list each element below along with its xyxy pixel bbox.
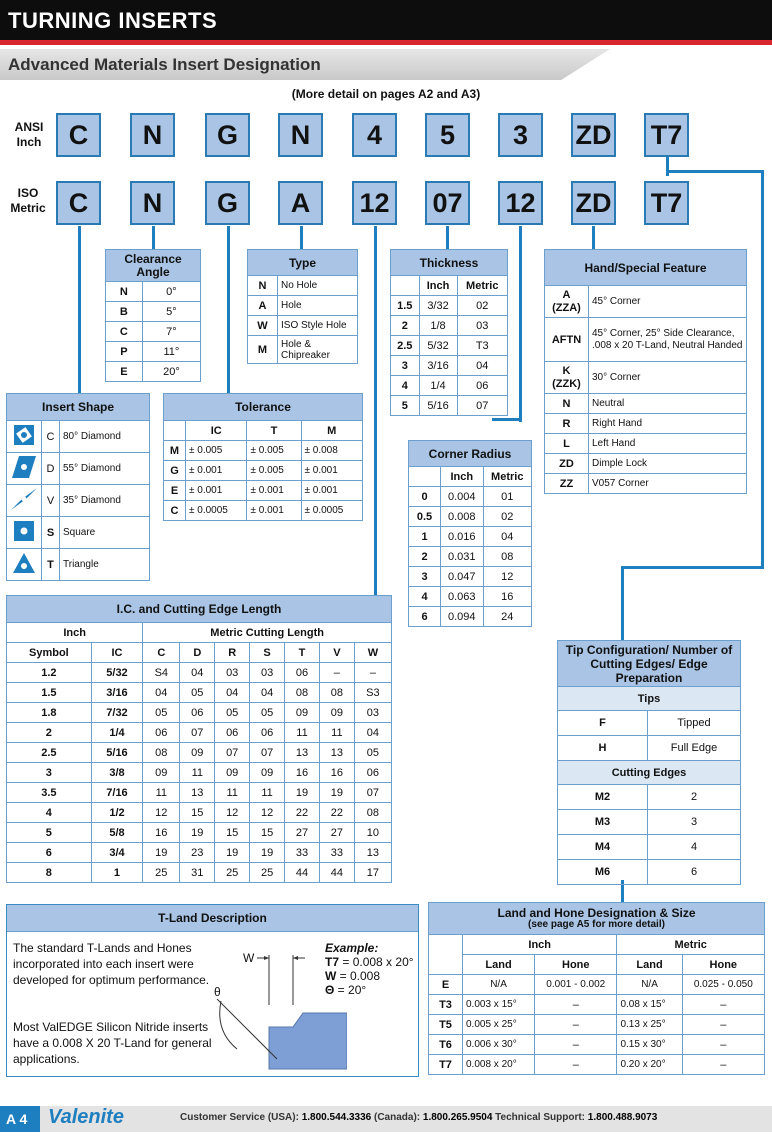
iso-code-3: G: [205, 181, 250, 225]
table-row: 1.5 3/32 02: [391, 296, 508, 316]
diamond-80-icon: [7, 421, 42, 453]
table-row: M6 6: [558, 860, 741, 885]
table-row: E ± 0.001 ± 0.001 ± 0.001: [164, 481, 363, 501]
table-row: V 35° Diamond: [7, 485, 150, 517]
table-row: 2.5 5/16 08 09 07 07 13 13 05: [7, 743, 392, 763]
table-row: M ± 0.005 ± 0.005 ± 0.008: [164, 441, 363, 461]
t-land-example: [325, 941, 414, 997]
example-line: T7 = 0.008 x 20°: [325, 955, 414, 969]
table-row: T3 0.003 x 15° – 0.08 x 15° –: [429, 995, 765, 1015]
table-row: D 55° Diamond: [7, 453, 150, 485]
table-row: K (ZZK) 30° Corner: [545, 362, 747, 394]
table-row: E 20°: [106, 362, 201, 382]
table-title: Land and Hone Designation & Size (see page A5 for more detail): [429, 903, 765, 935]
iso-code-9: T7: [644, 181, 689, 225]
table-row: T7 0.008 x 20° – 0.20 x 20° –: [429, 1055, 765, 1075]
table-row: 1.2 5/32 S4 04 03 03 06 – –: [7, 663, 392, 683]
more-detail-note: (More detail on pages A2 and A3): [291, 87, 481, 101]
t-land-panel: [6, 904, 419, 1077]
ansi-code-5: 4: [352, 113, 397, 157]
table-row: 8 1 25 31 25 25 44 44 17: [7, 863, 392, 883]
t-land-title: T-Land Description: [7, 905, 418, 932]
connector-line: [519, 226, 522, 422]
connector-line: [492, 418, 522, 421]
thickness-table: Thickness Inch Metric 1.5 3/32 02 2 1/8 03 2.5 5/32 T3 3 3/16 04 4 1/4 06 5 5/16 07: [390, 249, 508, 416]
table-row: C 80° Diamond: [7, 421, 150, 453]
table-row: M2 2: [558, 785, 741, 810]
table-row: 4 1/4 06: [391, 376, 508, 396]
example-line: Θ = 20°: [325, 983, 367, 997]
table-row: C 7°: [106, 322, 201, 342]
table-row: 3.5 7/16 11 13 11 11 19 19 07: [7, 783, 392, 803]
table-row: W ISO Style Hole: [248, 316, 358, 336]
table-row: M3 3: [558, 810, 741, 835]
table-row: 5 5/16 07: [391, 396, 508, 416]
t-land-paragraph-2: Most ValEDGE Silicon Nitride inserts have a 0.008 X 20 T-Land for general applications.: [13, 1020, 212, 1066]
connector-line: [152, 226, 155, 250]
iso-code-5: 12: [352, 181, 397, 225]
square-icon: [7, 517, 42, 549]
ansi-code-7: 3: [498, 113, 543, 157]
table-row: N No Hole: [248, 276, 358, 296]
table-row: L Left Hand: [545, 434, 747, 454]
table-row: 5 5/8 16 19 15 15 27 27 10: [7, 823, 392, 843]
ansi-code-8: ZD: [571, 113, 616, 157]
table-row: 6 3/4 19 23 19 19 33 33 13: [7, 843, 392, 863]
iso-code-7: 12: [498, 181, 543, 225]
iso-code-4: A: [278, 181, 323, 225]
ic-cutting-edge-table: I.C. and Cutting Edge Length Inch Metric Cutting Length Symbol IC C D R S T V W 1.2 5/32 S4 04 03 03 06 – – 1.5 3/16 04 05 04 04 08 08 S3 1.8 7/32 05 06 05 05 09 09 03 2 1/4 06 07 06 06 11 11 04 2.5 5/16 08 09 07 07 13 13 05 3 3/8 09 11 09 09 16 16 06 3.5 7/16 11 13 11 11 19 19 07 4 1/2 12 15 12 12 22 22 08 5 5/8 16 19 15 15 27 27 10 6 3/4 19 23 19 19 33 33 13 8 1 25 31 25 25 44 44 17: [6, 595, 392, 883]
ansi-code-6: 5: [425, 113, 470, 157]
ansi-code-2: N: [130, 113, 175, 157]
iso-code-2: N: [130, 181, 175, 225]
table-row: 2 0.031 08: [409, 547, 532, 567]
table-row: 4 0.063 16: [409, 587, 532, 607]
table-row: C ± 0.0005 ± 0.001 ± 0.0005: [164, 501, 363, 521]
diamond-35-icon: [7, 485, 42, 517]
connector-line: [666, 156, 669, 176]
table-title: Tolerance: [164, 394, 363, 421]
connector-line: [592, 226, 595, 250]
table-title: I.C. and Cutting Edge Length: [7, 596, 392, 623]
table-title: Tip Configuration/ Number of Cutting Edges/ Edge Preparation: [558, 641, 741, 687]
table-row: 0 0.004 01: [409, 487, 532, 507]
tolerance-table: Tolerance IC T M M ± 0.005 ± 0.005 ± 0.008 G ± 0.001 ± 0.005 ± 0.001 E ± 0.001 ± 0.001 ± 0.001 C ± 0.0005 ± 0.001 ± 0.0005: [163, 393, 363, 521]
connector-line: [78, 226, 81, 394]
connector-line: [761, 170, 764, 568]
table-row: 2 1/8 03: [391, 316, 508, 336]
table-row: G ± 0.001 ± 0.005 ± 0.001: [164, 461, 363, 481]
ansi-label: ANSI Inch: [14, 120, 44, 149]
w-label: W: [243, 951, 255, 965]
table-row: T5 0.005 x 25° – 0.13 x 25° –: [429, 1015, 765, 1035]
table-row: E N/A 0.001 - 0.002 N/A 0.025 - 0.050: [429, 975, 765, 995]
connector-line: [446, 226, 449, 250]
type-table: [247, 249, 358, 364]
connector-line: [227, 226, 230, 394]
table-row: 3 3/16 04: [391, 356, 508, 376]
table-row: H Full Edge: [558, 736, 741, 761]
page-number: A 4: [6, 1111, 28, 1127]
t-land-paragraph-1: The standard T-Lands and Hones incorporated into each insert were developed for optimum performance.: [13, 941, 210, 987]
triangle-icon: [7, 549, 42, 581]
connector-line: [300, 226, 303, 250]
connector-line: [621, 566, 624, 641]
table-row: 2.5 5/32 T3: [391, 336, 508, 356]
table-row: R Right Hand: [545, 414, 747, 434]
table-row: 6 0.094 24: [409, 607, 532, 627]
table-row: 2 1/4 06 07 06 06 11 11 04: [7, 723, 392, 743]
ansi-code-9: T7: [644, 113, 689, 157]
table-title: Type: [248, 250, 358, 276]
corner-radius-table: Corner Radius Inch Metric 0 0.004 01 0.5 0.008 02 1 0.016 04 2 0.031 08 3 0.047 12 4 0.063 16 6 0.094 24: [408, 440, 532, 627]
iso-code-8: ZD: [571, 181, 616, 225]
table-row: T6 0.006 x 30° – 0.15 x 30° –: [429, 1035, 765, 1055]
table-title: Hand/Special Feature: [545, 250, 747, 286]
valenite-logo: Valenite: [48, 1106, 124, 1128]
table-row: ZD Dimple Lock: [545, 454, 747, 474]
ansi-code-4: N: [278, 113, 323, 157]
table-row: A (ZZA) 45° Corner: [545, 286, 747, 318]
table-row: 4 1/2 12 15 12 12 22 22 08: [7, 803, 392, 823]
table-row: S Square: [7, 517, 150, 549]
table-row: B 5°: [106, 302, 201, 322]
diamond-55-icon: [7, 453, 42, 485]
table-row: 0.5 0.008 02: [409, 507, 532, 527]
table-row: 3 0.047 12: [409, 567, 532, 587]
connector-line: [621, 566, 764, 569]
table-row: P 11°: [106, 342, 201, 362]
ansi-code-1: C: [56, 113, 101, 157]
theta-label: θ: [214, 985, 221, 999]
table-title: Corner Radius: [409, 441, 532, 467]
table-title: Thickness: [391, 250, 508, 276]
table-row: N Neutral: [545, 394, 747, 414]
table-row: AFTN 45° Corner, 25° Side Clearance, .008 x 20 T-Land, Neutral Handed: [545, 318, 747, 362]
tip-configuration-table: Tip Configuration/ Number of Cutting Edges/ Edge Preparation Tips F Tipped H Full Edge Cutting Edges M2 2 M3 3 M4 4 M6 6: [557, 640, 741, 885]
contact-info: Customer Service (USA): 1.800.544.3336 (Canada): 1.800.265.9504 Technical Support: 1.800.488.9073: [180, 1112, 658, 1123]
land-hone-table: Land and Hone Designation & Size (see page A5 for more detail) Inch Metric Land Hone Land Hone E N/A 0.001 - 0.002 N/A 0.025 - 0.050 T3 0.003 x 15° – 0.08 x 15° – T5 0.005 x 25° – 0.13 x 25° – T6 0.006 x 30° – 0.15 x 30° – T7 0.008 x 20° – 0.20 x 20° –: [428, 902, 765, 1075]
table-row: N 0°: [106, 282, 201, 302]
iso-label: ISO Metric: [10, 186, 46, 215]
red-rule: [0, 40, 772, 45]
table-title: Insert Shape: [7, 394, 150, 421]
ansi-code-3: G: [205, 113, 250, 157]
table-row: 1.5 3/16 04 05 04 04 08 08 S3: [7, 683, 392, 703]
connector-line: [374, 226, 377, 596]
section-title: Advanced Materials Insert Designation: [8, 55, 321, 74]
page-title: TURNING INSERTS: [8, 8, 218, 33]
table-row: 3 3/8 09 11 09 09 16 16 06: [7, 763, 392, 783]
table-row: 1 0.016 04: [409, 527, 532, 547]
example-line: W = 0.008: [325, 969, 381, 983]
table-row: F Tipped: [558, 711, 741, 736]
table-row: T Triangle: [7, 549, 150, 581]
table-row: M Hole & Chipreaker: [248, 336, 358, 364]
iso-code-1: C: [56, 181, 101, 225]
hand-special-feature-table: [544, 249, 747, 494]
iso-code-6: 07: [425, 181, 470, 225]
table-row: ZZ V057 Corner: [545, 474, 747, 494]
table-row: 1.8 7/32 05 06 05 05 09 09 03: [7, 703, 392, 723]
clearance-angle-table: [105, 249, 201, 382]
table-row: M4 4: [558, 835, 741, 860]
table-row: A Hole: [248, 296, 358, 316]
insert-shape-table: [6, 393, 150, 581]
example-label: Example:: [325, 941, 379, 955]
connector-line: [666, 170, 764, 173]
table-title: Clearance Angle: [106, 250, 201, 282]
